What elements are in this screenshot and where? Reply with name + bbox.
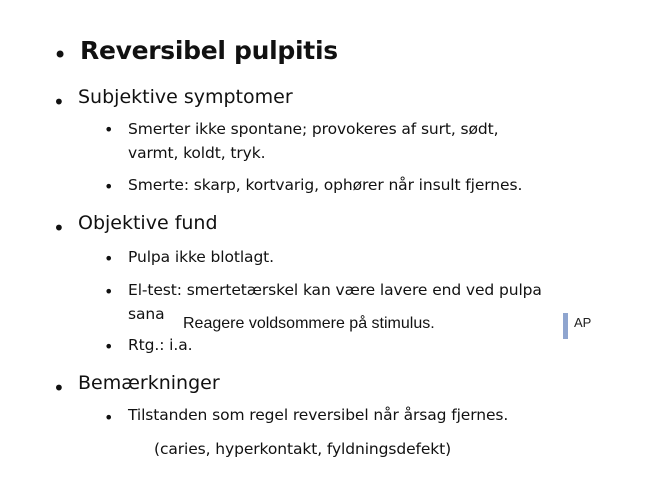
item-text: Rtg.: i.a.: [128, 336, 193, 354]
item-text: Tilstanden som regel reversibel når årsag fjernes.: [128, 406, 509, 424]
section-heading-objektive: Objektive fund: [78, 212, 218, 234]
section-bullet: •: [53, 376, 65, 400]
section-heading-subjektive: Subjektive symptomer: [78, 86, 293, 108]
section-bullet: •: [53, 90, 65, 114]
item-bullet: •: [104, 177, 114, 196]
comment-marker[interactable]: [563, 313, 568, 339]
title-bullet: •: [53, 41, 68, 69]
item-bullet: •: [104, 249, 114, 268]
slide-title: Reversibel pulpitis: [80, 36, 338, 65]
comment-text: Reagere voldsommere på stimulus.: [183, 315, 435, 332]
comment-author-initials[interactable]: AP: [574, 315, 592, 330]
item-bullet: •: [104, 282, 114, 301]
item-bullet: •: [104, 408, 114, 427]
item-text: El-test: smertetærskel kan være lavere end ved pulpa: [128, 281, 542, 299]
item-text: Pulpa ikke blotlagt.: [128, 248, 274, 266]
item-text-continued: (caries, hyperkontakt, fyldningsdefekt): [154, 440, 452, 458]
section-heading-bemaerkninger: Bemærkninger: [78, 372, 220, 394]
item-text: Smerter ikke spontane; provokeres af surt, sødt,: [128, 120, 499, 138]
item-bullet: •: [104, 120, 114, 139]
item-text: Smerte: skarp, kortvarig, ophører når insult fjernes.: [128, 176, 523, 194]
section-bullet: •: [53, 216, 65, 240]
item-text-continued: varmt, koldt, tryk.: [128, 144, 266, 162]
item-text-continued: sana: [128, 305, 165, 323]
item-bullet: •: [104, 337, 114, 356]
